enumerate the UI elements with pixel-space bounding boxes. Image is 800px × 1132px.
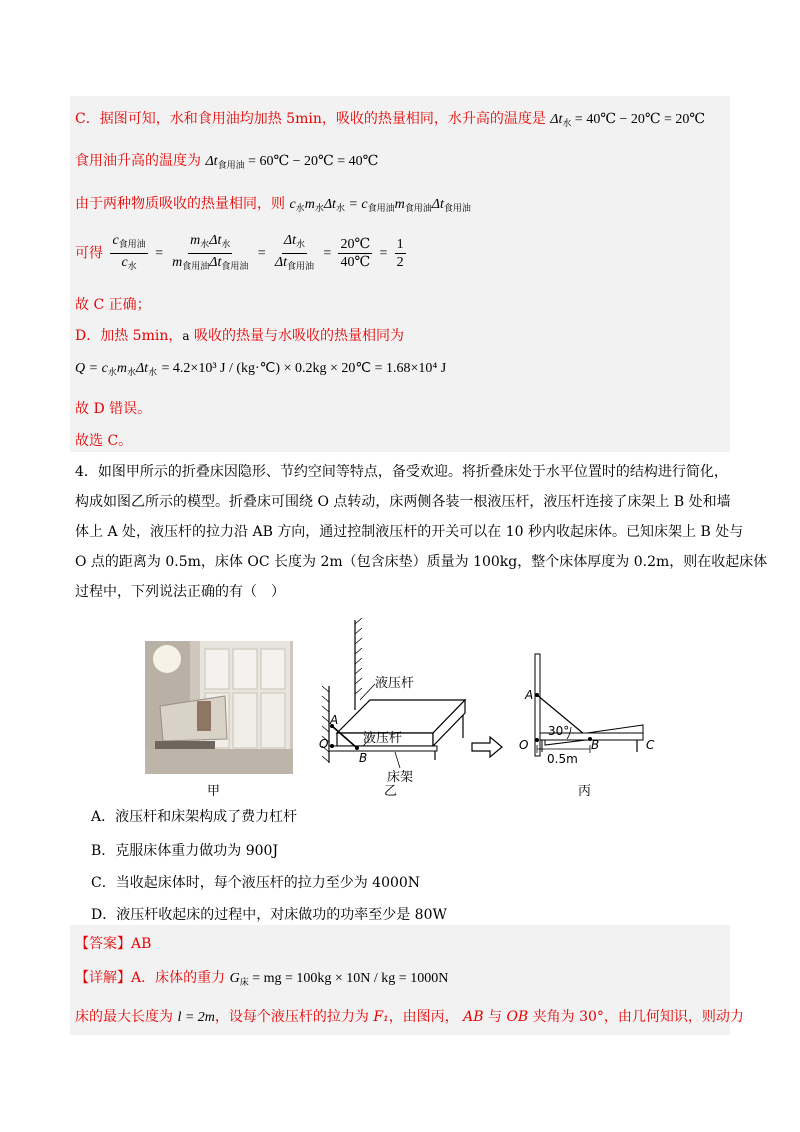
sol-d-formula: $Q = c_水m_水\Delta t_水 = 4.2\times 10^3$ J / (kg·℃) × 0.2kg × 20℃ = 1.68×10⁴ J	[75, 361, 447, 377]
bing-point-B: B	[591, 738, 600, 752]
sol-c-ratio: $\frac{c_{食用油}}{c_水}$ = $\frac{m_水\Delta t_水}{m_{食用油}\Delta t_{食用油}}$ = $\frac{\Delta t_水}{\Delta t_{食用油}}$ = $\frac{20℃}{40℃}$ = $\frac{1}{2}$	[112, 233, 404, 271]
rod-label-mid: 液压杆	[363, 731, 403, 746]
detail-label: 【详解】	[75, 970, 131, 986]
sol-c-line4-text: 可得	[75, 245, 103, 262]
bing-angle: 30°	[548, 724, 570, 738]
question-line3: 体上 A 处，液压杆的拉力沿 AB 方向，通过控制液压杆的开关可以在 10 秒内收起床体。已知床架上 B 处与	[75, 524, 744, 540]
bing-point-A: A	[525, 688, 534, 702]
sol-c-line2	[75, 150, 378, 171]
answer-value: AB	[131, 936, 152, 952]
option-d: D．液压杆收起床的过程中，对床做功的功率至少是 80W	[91, 907, 447, 923]
figure-label-bing: 丙	[578, 784, 592, 799]
sol-c-line4	[75, 232, 409, 275]
bing-point-O: O	[519, 738, 529, 752]
question-line4: O 点的距离为 0.5m，床体 OC 长度为 2m（包含床垫）质量为 100kg，整个床体厚度为 0.2m，则在收起床体	[75, 554, 768, 570]
frame-label: 床架	[387, 770, 414, 785]
sol-d-line1: D．加热 5min，a 吸收的热量与水吸收的热量相同为	[75, 328, 404, 344]
option-c: C．当收起床体时，每个液压杆的拉力至少为 4000N	[91, 875, 421, 891]
figure-yi-diagram	[315, 618, 475, 793]
rod-label-top: 液压杆	[375, 676, 415, 691]
option-b: B．克服床体重力做功为 900J	[91, 843, 279, 859]
sol-c-line3-formula: $c_水m_水\Delta t_水 = c_{食用油}m_{食用油}\Delta t_{食用油}$	[289, 197, 471, 213]
option-a: A．液压杆和床架构成了费力杠杆	[91, 809, 298, 825]
figure-label-yi: 乙	[384, 784, 398, 799]
question-line1: 4．如图甲所示的折叠床因隐形、节约空间等特点，备受欢迎。将折叠床处于水平位置时的结构进行简化，	[75, 464, 728, 480]
sol-c-line2-text: 食用油升高的温度为	[75, 153, 201, 169]
bing-distance: 0.5m	[547, 752, 578, 766]
sol-c-line3	[75, 193, 471, 214]
detail-line2: 床的最大长度为 l = 2m，设每个液压杆的拉力为 F₁，由图丙， AB 与 OB 夹角为 30°，由几何知识，则动力	[75, 1009, 744, 1025]
sol-c-line3-text: 由于两种物质吸收的热量相同，则	[75, 196, 285, 212]
sol-c-line1	[75, 108, 705, 129]
sol-d-conclusion: 故 D 错误。	[75, 401, 152, 417]
detail-line1: 【详解】A．床体的重力 $G_床$ = mg = 100kg × 10N / kg = 1000N	[75, 970, 449, 987]
yi-point-O: O	[319, 737, 329, 751]
sol-c-line1-text: C．据图可知，水和食用油均加热 5min，吸收的热量相同，水升高的温度是	[75, 111, 546, 127]
answer-label: 【答案】	[75, 936, 131, 952]
bing-point-C: C	[646, 738, 655, 752]
sol-c-line2-formula: $\Delta t_{食用油}$ = 60℃ − 20℃ = 40℃	[205, 154, 379, 170]
question-line5: 过程中，下列说法正确的有（ ）	[75, 584, 285, 600]
yi-point-A: A	[330, 713, 339, 727]
question-line2: 构成如图乙所示的模型。折叠床可围绕 O 点转动，床两侧各装一根液压杆，液压杆连接了床架上 B 处和墙	[75, 494, 731, 510]
transition-arrow-icon	[470, 735, 504, 759]
photo-folding-bed	[145, 641, 293, 774]
figure-bing-diagram	[515, 652, 665, 772]
sol-c-conclusion: 故 C 正确；	[75, 297, 151, 313]
figure-label-jia: 甲	[207, 784, 221, 799]
sol-c-line1-formula: $\Delta t_水$ = 40℃ − 20℃ = 20℃	[550, 112, 706, 128]
answer-line	[75, 933, 151, 953]
final-choice: 故选 C。	[75, 433, 133, 449]
yi-point-B: B	[359, 751, 368, 765]
